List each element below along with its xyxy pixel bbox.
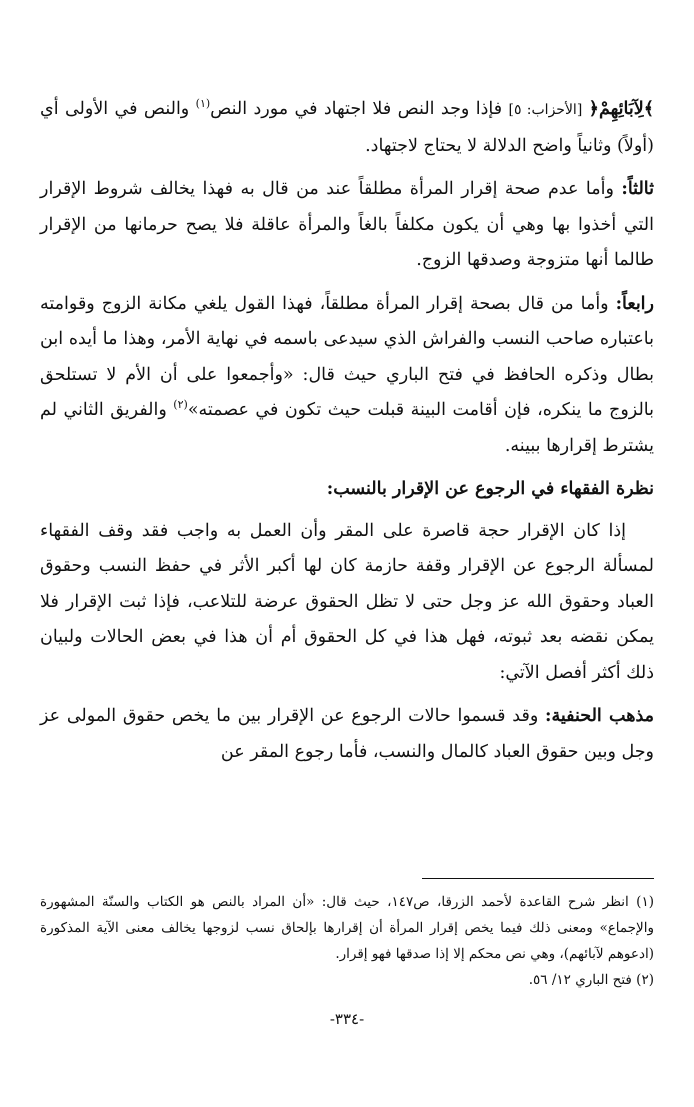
paragraph-2 — [40, 172, 654, 279]
page-number: -٣٣٤- — [329, 1010, 365, 1028]
verse-reference: [الأحزاب: ٥] — [508, 102, 583, 118]
paragraph-1-text-a: فإذا وجد النص فلا اجتهاد في مورد النص — [210, 99, 509, 119]
footnotes — [40, 878, 654, 993]
paragraph-2-text: وأما عدم صحة إقرار المرأة مطلقاً عند من قال به فهذا يخالف شروط الإقرار التي أخذوا بها وهي أن يكون مكلفاً بالغاً والمرأة عاقلة فلا يصح حرمانها من الإقرار طالما أنها متزوجة وصدقها الزوج. — [40, 179, 654, 270]
paragraph-5-text: وقد قسموا حالات الرجوع عن الإقرار بين ما يخص حقوق المولى عز وجل وبين حقوق العباد كالمال والنسب، فأما رجوع المقر عن — [40, 706, 654, 762]
footnote-separator — [422, 878, 654, 879]
paragraph-3-text-b: والفريق الثاني لم يشترط إقرارها ببينه. — [40, 400, 654, 456]
footnote-2: (٢) فتح الباري ١٢/ ٥٦. — [528, 972, 654, 988]
paragraph-5-lead: مذهب الحنفية: — [545, 706, 655, 726]
section-heading: نظرة الفقهاء في الرجوع عن الإقرار بالنسب: — [326, 479, 654, 499]
paragraph-3 — [40, 287, 654, 465]
quran-close-bracket: ﴾ — [643, 99, 654, 119]
paragraph-3-lead: رابعاً: — [615, 293, 654, 314]
quran-verse: لِآبَائِهِمْ — [598, 99, 644, 119]
paragraph-4-text: إذا كان الإقرار حجة قاصرة على المقر وأن العمل به واجب فقد وقف الفقهاء لمسألة الرجوع عن الإقرار وقفة حازمة كان لها أكبر الأثر في حفظ النسب وحقوق العباد وحقوق الله عز وجل حتى لا تظل الحقوق عرضة للتلاعب، فإذا ثبت الإقرار فلا يمكن نقضه بعد ثبوته، فهل هذا في كل الحقوق أم أن هذا في بعض الحالات ولبيان ذلك أكثر أفصل الآتي: — [40, 520, 654, 683]
paragraph-5 — [40, 699, 654, 770]
paragraph-4 — [40, 514, 654, 692]
paragraph-2-lead: ثالثاً: — [621, 179, 654, 199]
paragraph-3-text-a: وأما من قال بصحة إقرار المرأة مطلقاً، فهذا القول يلغي مكانة الزوج وقوامته باعتباره صاحب النسب والفراش الذي سيدعى باسمه في نهاية الأمر، وهذا ما أيده ابن بطال وذكره الحافظ في فتح الباري حيث قال: «وأجمعوا على أن الأم لا تستلحق بالزوج ما ينكره، فإن أقامت البينة قبلت حيث تكون في عصمته» — [40, 293, 654, 420]
paragraph-1 — [40, 92, 654, 164]
main-text — [40, 92, 654, 778]
footnote-marker-1: (١) — [195, 97, 211, 111]
footnote-1: (١) انظر شرح القاعدة لأحمد الزرقا، ص١٤٧، حيث قال: «أن المراد بالنص هو الكتاب والسنّة المشهورة والإجماع» ومعنى ذلك فيما يخص إقرار المرأة أن إقرارها بإلحاق نسب لزوجها يخالف معنى الآية المذكورة (ادعوهم لآبائهم)، وهي نص محكم إلا إذا صدقها فهو إقرار. — [40, 894, 654, 962]
footnote-marker-2: (٢) — [173, 398, 188, 412]
quran-open-bracket: ﴿ — [588, 99, 599, 119]
paragraph-1-text-b: والنص في الأولى أي (أولاً) وثانياً واضح الدلالة لا يحتاج لاجتهاد. — [40, 99, 654, 156]
